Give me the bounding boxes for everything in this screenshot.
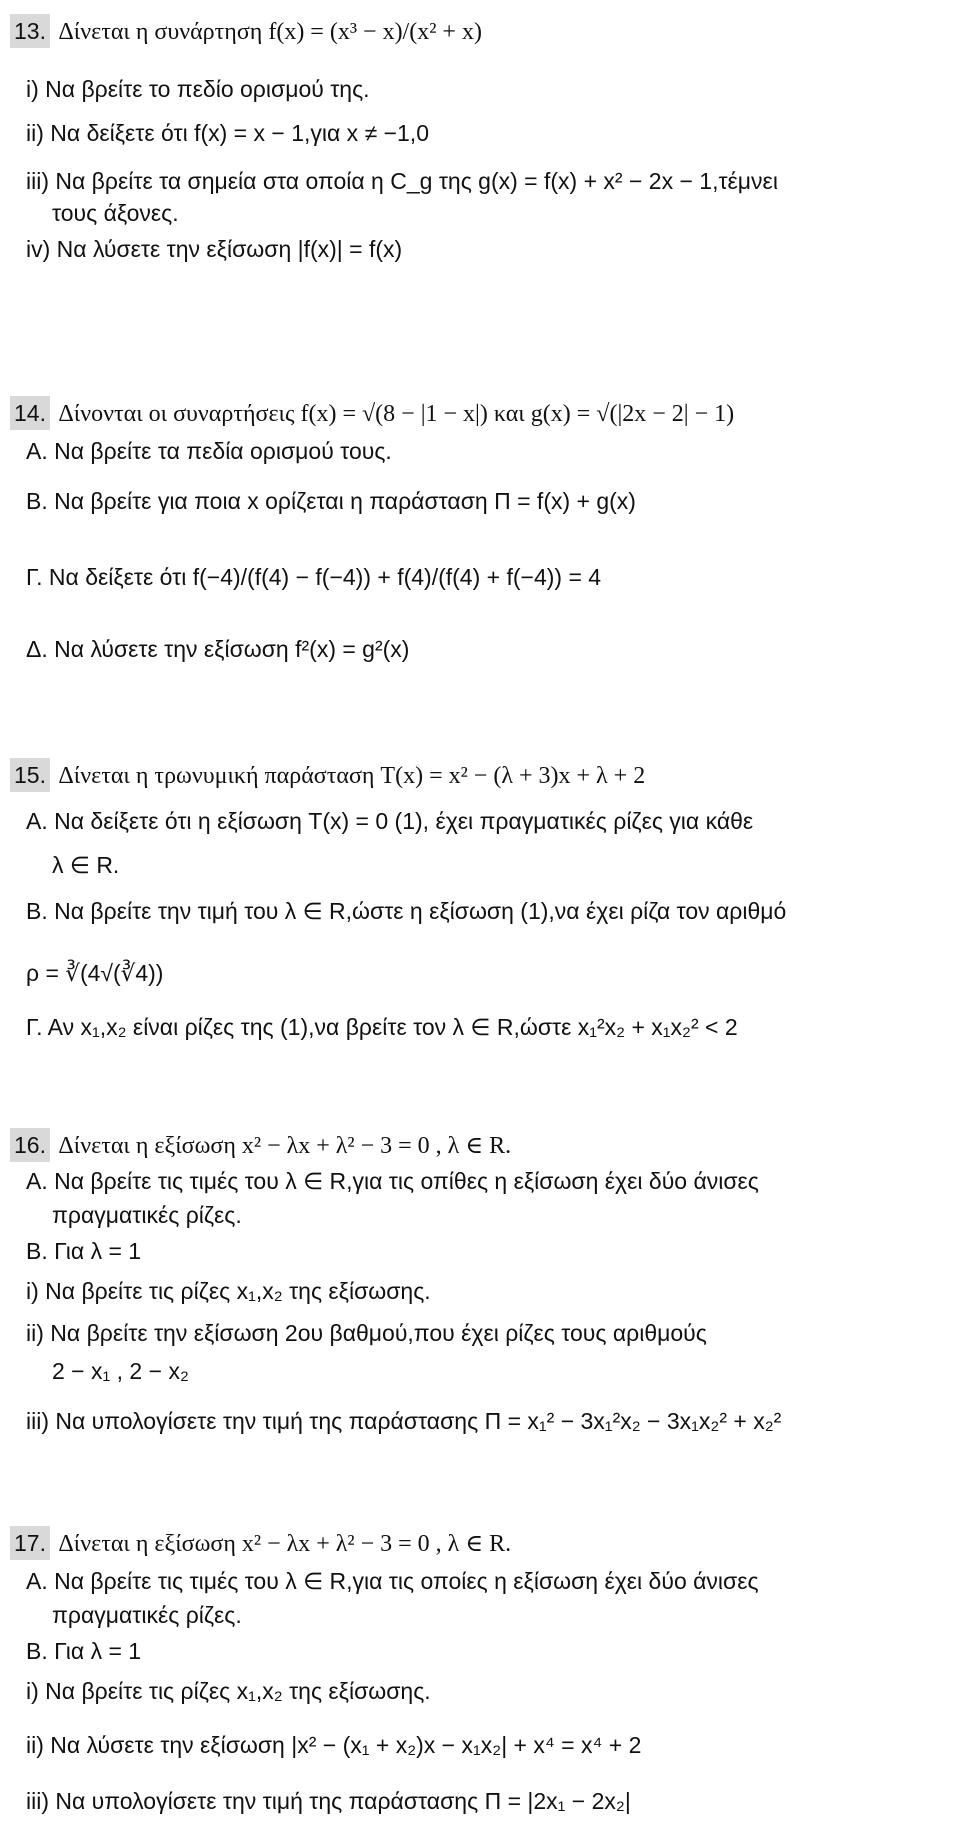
problem-14-statement (10, 396, 734, 430)
problem-number: 16. (10, 1128, 50, 1162)
problem-15-part-a: Α. Να δείξετε ότι η εξίσωση T(x) = 0 (1), έχει πραγματικές ρίζες για κάθε (26, 808, 754, 834)
problem-14-part-a: Α. Να βρείτε τα πεδία ορισμού τους. (26, 438, 392, 464)
problem-13-part-ii: ii) Να δείξετε ότι f(x) = x − 1,για x ≠ −1,0 (26, 120, 429, 146)
problem-number: 13. (10, 14, 50, 48)
problem-15-part-a-cont: λ ∈ R. (52, 852, 120, 878)
problem-text: Δίνονται οι συναρτήσεις f(x) = √(8 − |1 − x|) και g(x) = √(|2x − 2| − 1) (58, 401, 735, 427)
problem-text: Δίνεται η τρωνυμική παράσταση T(x) = x² − (λ + 3)x + λ + 2 (58, 763, 646, 789)
problem-14-part-c: Γ. Να δείξετε ότι f(−4)/(f(4) − f(−4)) + f(4)/(f(4) + f(−4)) = 4 (26, 564, 602, 590)
problem-13-part-i: i) Να βρείτε το πεδίο ορισμού της. (26, 76, 370, 102)
problem-text: Δίνεται η εξίσωση x² − λx + λ² − 3 = 0 , λ ∈ R. (58, 1531, 512, 1557)
problem-17-part-b-i: i) Να βρείτε τις ρίζες x₁,x₂ της εξίσωσης. (26, 1678, 431, 1704)
problem-15-statement (10, 758, 645, 792)
problem-16-part-b-iii: iii) Να υπολογίσετε την τιμή της παράστασης Π = x₁² − 3x₁²x₂ − 3x₁x₂² + x₂² (26, 1408, 782, 1434)
problem-16-part-b-ii: ii) Να βρείτε την εξίσωση 2ου βαθμού,που έχει ρίζες τους αριθμούς (26, 1320, 707, 1346)
problem-16-part-a-cont: πραγματικές ρίζες. (52, 1202, 242, 1228)
problem-16-part-a: Α. Να βρείτε τις τιμές του λ ∈ R,για τις οπίθες η εξίσωση έχει δύο άνισες (26, 1168, 759, 1194)
problem-14-part-b: Β. Να βρείτε για ποια x ορίζεται η παράσταση Π = f(x) + g(x) (26, 488, 636, 514)
problem-16-part-b-ii-cont: 2 − x₁ , 2 − x₂ (52, 1358, 189, 1384)
problem-text: Δίνεται η συνάρτηση f(x) = (x³ − x)/(x² + x) (58, 19, 482, 45)
problem-15-part-b: Β. Να βρείτε την τιμή του λ ∈ R,ώστε η εξίσωση (1),να έχει ρίζα τον αριθμό (26, 898, 787, 924)
problem-number: 15. (10, 758, 50, 792)
problem-13-part-iii-cont: τους άξονες. (52, 200, 179, 226)
problem-17-part-b-iii: iii) Να υπολογίσετε την τιμή της παράστασης Π = |2x₁ − 2x₂| (26, 1788, 631, 1814)
problem-14-part-d: Δ. Να λύσετε την εξίσωση f²(x) = g²(x) (26, 636, 410, 662)
problem-17-part-a: Α. Να βρείτε τις τιμές του λ ∈ R,για τις οποίες η εξίσωση έχει δύο άνισες (26, 1568, 759, 1594)
problem-15-rho: ρ = ∛(4√(∛4)) (26, 960, 164, 986)
problem-13-part-iv: iv) Να λύσετε την εξίσωση |f(x)| = f(x) (26, 236, 403, 262)
problem-15-part-c: Γ. Αν x₁,x₂ είναι ρίζες της (1),να βρείτε τον λ ∈ R,ώστε x₁²x₂ + x₁x₂² < 2 (26, 1014, 738, 1040)
problem-13-statement (10, 14, 482, 48)
problem-17-statement (10, 1526, 511, 1560)
problem-text: Δίνεται η εξίσωση x² − λx + λ² − 3 = 0 , λ ∈ R. (58, 1133, 512, 1159)
problem-17-part-b: Β. Για λ = 1 (26, 1638, 142, 1664)
problem-13-part-iii: iii) Να βρείτε τα σημεία στα οποία η C_g της g(x) = f(x) + x² − 2x − 1,τέμνει (26, 168, 778, 194)
problem-17-part-a-cont: πραγματικές ρίζες. (52, 1602, 242, 1628)
problem-16-part-b-i: i) Να βρείτε τις ρίζες x₁,x₂ της εξίσωσης. (26, 1278, 431, 1304)
problem-16-part-b: Β. Για λ = 1 (26, 1238, 142, 1264)
problem-17-part-b-ii: ii) Να λύσετε την εξίσωση |x² − (x₁ + x₂)x − x₁x₂| + x⁴ = x⁴ + 2 (26, 1732, 642, 1758)
problem-number: 14. (10, 396, 50, 430)
problem-16-statement (10, 1128, 511, 1162)
problem-number: 17. (10, 1526, 50, 1560)
